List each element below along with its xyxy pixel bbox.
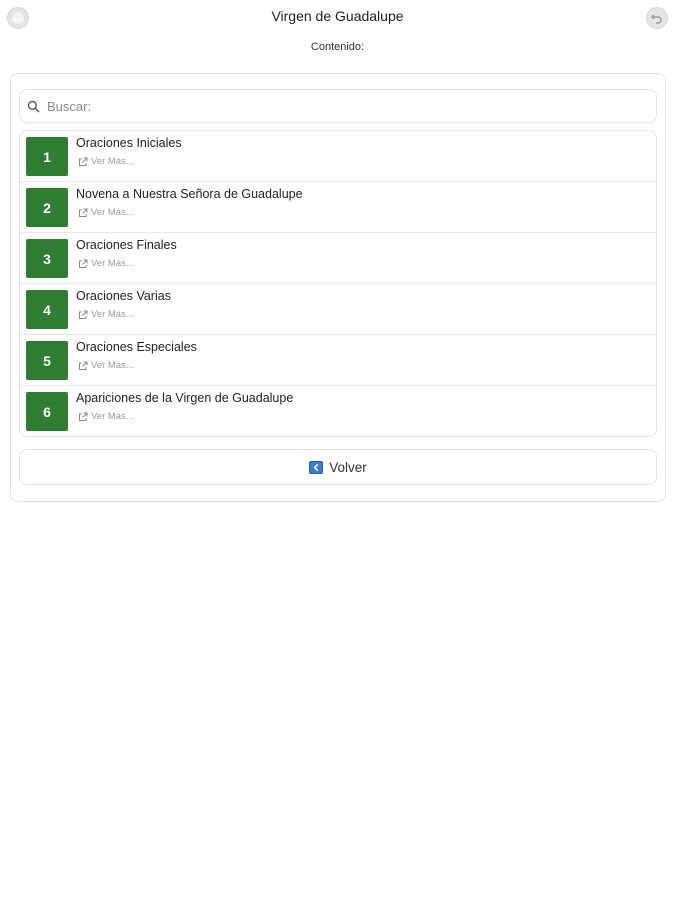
item-number-badge: 5 <box>26 341 68 380</box>
item-title: Oraciones Varias <box>76 289 171 303</box>
external-link-icon <box>78 208 88 218</box>
ver-mas-label: Ver Más... <box>91 258 134 269</box>
search-icon <box>27 100 40 113</box>
item-title: Oraciones Iniciales <box>76 136 182 150</box>
undo-arrow-glyph <box>650 11 664 25</box>
list-item[interactable] <box>20 284 656 335</box>
ver-mas-label: Ver Más... <box>91 360 134 371</box>
ver-mas-link[interactable] <box>78 360 134 371</box>
search-bar[interactable] <box>19 89 657 123</box>
ver-mas-label: Ver Más... <box>91 309 134 320</box>
list-item[interactable] <box>20 233 656 284</box>
list-item[interactable] <box>20 182 656 233</box>
external-link-icon <box>78 157 88 167</box>
ver-mas-link[interactable] <box>78 156 134 167</box>
page-title: Virgen de Guadalupe <box>271 8 404 24</box>
volver-button[interactable] <box>19 449 657 485</box>
item-title: Oraciones Finales <box>76 238 177 252</box>
ver-mas-link[interactable] <box>78 207 134 218</box>
contents-list <box>19 130 657 437</box>
ver-mas-link[interactable] <box>78 258 134 269</box>
list-item[interactable] <box>20 386 656 436</box>
back-arrow-icon <box>309 461 323 474</box>
external-link-icon <box>78 361 88 371</box>
content-panel <box>10 73 666 502</box>
ver-mas-link[interactable] <box>78 309 134 320</box>
ver-mas-link[interactable] <box>78 411 134 422</box>
item-title: Oraciones Especiales <box>76 340 197 354</box>
item-title: Apariciones de la Virgen de Guadalupe <box>76 391 294 405</box>
item-title: Novena a Nuestra Señora de Guadalupe <box>76 187 303 201</box>
volver-label: Volver <box>329 459 367 475</box>
top-bar <box>0 0 675 34</box>
section-subtitle: Contenido: <box>310 41 365 53</box>
ver-mas-label: Ver Más... <box>91 156 134 167</box>
undo-icon[interactable] <box>646 7 668 29</box>
item-number-badge: 3 <box>26 239 68 278</box>
item-number-badge: 2 <box>26 188 68 227</box>
list-item[interactable] <box>20 335 656 386</box>
ver-mas-label: Ver Más... <box>91 411 134 422</box>
external-link-icon <box>78 259 88 269</box>
ver-mas-label: Ver Más... <box>91 207 134 218</box>
item-number-badge: 4 <box>26 290 68 329</box>
search-input[interactable] <box>47 99 627 114</box>
external-link-icon <box>78 412 88 422</box>
item-number-badge: 6 <box>26 392 68 431</box>
external-link-icon <box>78 310 88 320</box>
item-number-badge: 1 <box>26 137 68 176</box>
list-item[interactable] <box>20 131 656 182</box>
